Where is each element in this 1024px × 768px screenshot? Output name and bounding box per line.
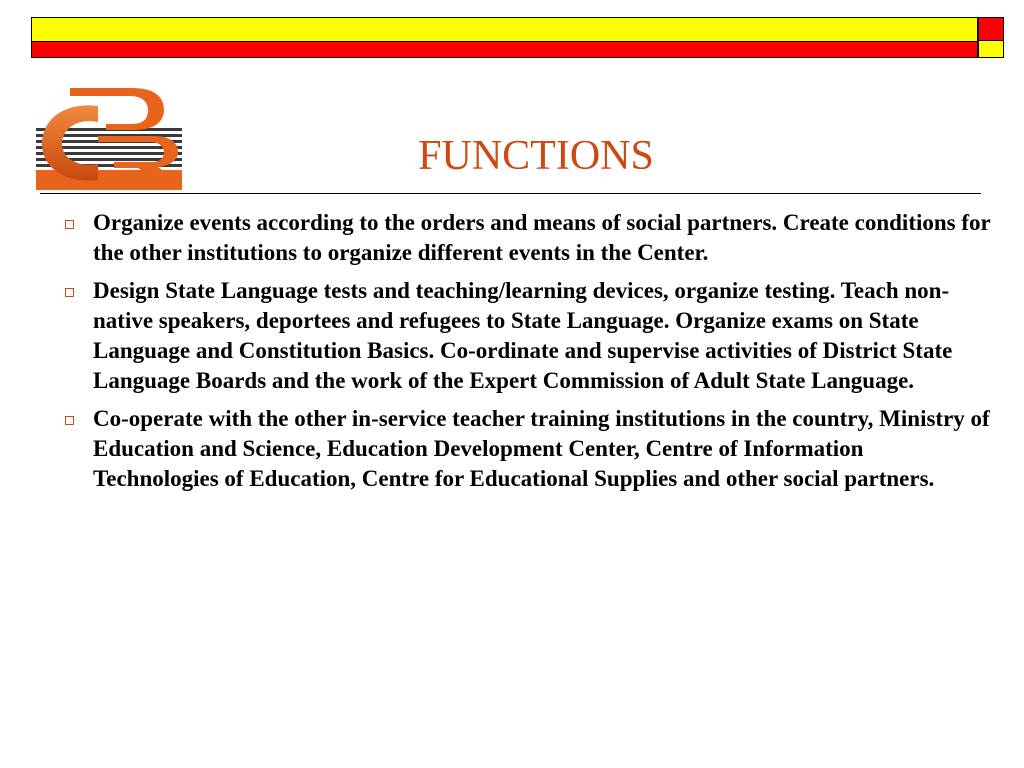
hollow-square-bullet-icon [65,220,74,229]
top-bar-yellow [31,17,978,41]
bullet-item-state-language [62,276,992,396]
bullet-list [62,208,992,502]
bullet-text: Organize events according to the orders and means of social partners. Create conditions for the other institutions to organize different events in the Center. [93,210,991,265]
bullet-item-events [62,208,992,268]
corner-block-red [978,17,1004,41]
top-bar-red [31,41,978,58]
bullet-text: Design State Language tests and teaching/learning devices, organize testing. Teach non-native speakers, deportees and refugees to State Language. Organize exams on State Language and Constitution Basics. Co-ordinate and supervise activities of District State Language Boards and the work of the Expert Commission of Adult State Language. [93,278,953,393]
hollow-square-bullet-icon [65,416,74,425]
bullet-item-cooperate [62,404,992,494]
slide-title: FUNCTIONS [418,133,654,179]
hollow-square-bullet-icon [65,288,74,297]
corner-block-yellow [978,41,1004,58]
bullet-text: Co-operate with the other in-service teacher training institutions in the country, Ministry of Education and Science, Education Development Center, Centre of Information Technologies of Education, Centre for Educational Supplies and other social partners. [93,406,990,491]
title-divider [40,193,981,194]
cpr-logo-icon [36,84,182,190]
